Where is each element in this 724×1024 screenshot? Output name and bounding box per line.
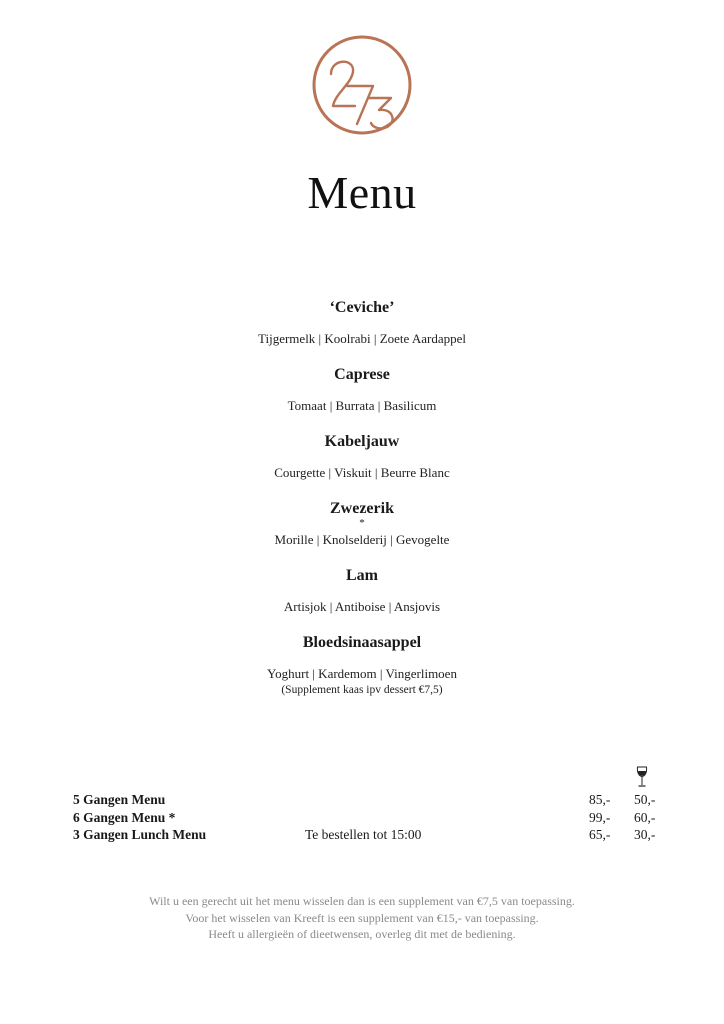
dish-list: [0, 294, 724, 696]
dish-item: [0, 294, 724, 361]
footer-line: Voor het wisselen van Kreeft is een supplement van €15,- van toepassing.: [185, 910, 539, 925]
menu-price: 65,-: [589, 827, 611, 842]
menu-option-note: Te bestellen tot 15:00: [305, 827, 422, 842]
menu-price: 85,-: [589, 792, 611, 807]
menu-price: 99,-: [589, 809, 611, 825]
price-list: [73, 791, 663, 844]
dish-description: Tomaat | Burrata | Basilicum: [287, 398, 437, 413]
dish-item: [0, 629, 724, 696]
price-row: [73, 826, 663, 844]
dish-name: Zwezerik: [330, 500, 394, 517]
footer-line: Wilt u een gerecht uit het menu wisselen dan is een supplement van €7,5 van toepassing.: [149, 894, 575, 908]
price-row: [73, 791, 663, 809]
dish-description: Courgette | Viskuit | Beurre Blanc: [274, 465, 450, 480]
dish-asterisk-marker: *: [359, 517, 365, 529]
dish-description: Tijgermelk | Koolrabi | Zoete Aardappel: [258, 331, 466, 346]
page-title: Menu: [307, 167, 417, 218]
wine-pairing-price: 50,-: [634, 792, 656, 807]
restaurant-logo: [311, 34, 413, 136]
menu-option-name: 3 Gangen Lunch Menu: [73, 827, 207, 842]
dish-name: Lam: [346, 567, 378, 584]
dish-description: Morille | Knolselderij | Gevogelte: [274, 532, 450, 547]
dish-supplement-note: (Supplement kaas ipv dessert €7,5): [281, 684, 443, 696]
dish-item: [0, 428, 724, 495]
dish-item: [0, 562, 724, 629]
menu-option-name: 5 Gangen Menu: [73, 792, 166, 807]
dish-name: Caprese: [334, 366, 390, 383]
dish-name: Kabeljauw: [324, 433, 400, 450]
dish-item: [0, 361, 724, 428]
wine-pairing-price: 60,-: [634, 809, 656, 825]
dish-item: [0, 495, 724, 562]
dish-name: ‘Ceviche’: [329, 299, 395, 316]
dish-name: Bloedsinaasappel: [302, 634, 422, 651]
dish-description: Yoghurt | Kardemom | Vingerlimoen: [267, 666, 457, 681]
wine-pairing-price: 30,-: [634, 827, 656, 842]
dish-description: Artisjok | Antiboise | Ansjovis: [283, 599, 441, 614]
footer-line: Heeft u allergieën of dieetwensen, overleg dit met de bediening.: [208, 927, 516, 941]
footer-notes: [0, 893, 724, 943]
price-row: [73, 809, 663, 827]
menu-option-name: 6 Gangen Menu *: [73, 809, 176, 825]
wine-glass-icon: [635, 766, 649, 788]
